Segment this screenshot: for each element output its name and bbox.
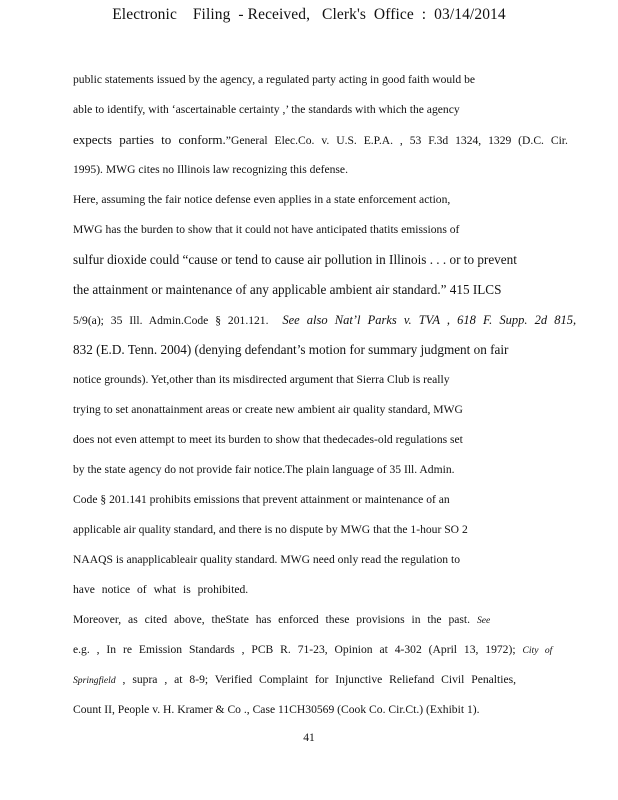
text-fragment: , supra , at 8-9; Verified Complaint for Injunctive Reliefand Civil Penalties, [122, 673, 517, 686]
text-line: 1995). MWG cites no Illinois law recognizing this defense. [73, 163, 348, 176]
text-fragment: Moreover, as cited above, theState has enforced these provisions in the past. [73, 613, 471, 626]
page-number: 41 [303, 731, 315, 744]
text-line: Here, assuming the fair notice defense even applies in a state enforcement action, [73, 193, 451, 206]
text-line: 832 (E.D. Tenn. 2004) (denying defendant’s motion for summary judgment on fair [73, 342, 509, 357]
text-line: notice grounds). Yet,other than its misdirected argument that Sierra Club is really [73, 373, 450, 386]
text-line: public statements issued by the agency, a regulated party acting in good faith would be [73, 73, 476, 86]
text-line: the attainment or maintenance of any applicable ambient air standard.” 415 ILCS [73, 282, 502, 297]
text-line: does not even attempt to meet its burden to show that thedecades-old regulations set [73, 433, 463, 446]
text-fragment: 5/9(a); 35 Ill. Admin.Code § 201.121. [73, 314, 269, 327]
text-fragment: e.g. , In re Emission Standards , PCB R. 71-23, Opinion at 4-302 (April 13, 1972); [73, 643, 516, 656]
citation-text: City of [522, 645, 553, 656]
text-line [73, 640, 553, 670]
text-line: trying to set anonattainment areas or create new ambient air quality standard, MWG [73, 403, 463, 416]
document-body [73, 70, 577, 730]
citation-text: ”General Elec.Co. v. U.S. E.P.A. , 53 F.3d 1324, 1329 (D.C. Cir. [225, 134, 568, 147]
text-line [73, 610, 539, 640]
text-line [73, 670, 539, 700]
text-line: MWG has the burden to show that it could not have anticipated thatits emissions of [73, 223, 460, 236]
citation-text: See [476, 615, 491, 626]
filing-stamp-header: Electronic Filing - Received, Clerk's Office : 03/14/2014 [112, 6, 506, 23]
text-line: able to identify, with ‘ascertainable certainty ,’ the standards with which the agency [73, 103, 460, 116]
text-line: by the state agency do not provide fair notice.The plain language of 35 Ill. Admin. [73, 463, 455, 476]
text-line: Count II, People v. H. Kramer & Co ., Case 11CH30569 (Cook Co. Cir.Ct.) (Exhibit 1). [73, 703, 480, 716]
text-line: Code § 201.141 prohibits emissions that prevent attainment or maintenance of an [73, 493, 450, 506]
text-line: have notice of what is prohibited. [73, 583, 249, 596]
text-line [73, 130, 568, 160]
text-line: applicable air quality standard, and there is no dispute by MWG that the 1-hour SO 2 [73, 523, 468, 536]
citation-text: See also Nat’l Parks v. TVA , 618 F. Supp. 2d 815, [282, 313, 577, 327]
text-line: NAAQS is anapplicableair quality standard. MWG need only read the regulation to [73, 553, 460, 566]
text-line [73, 310, 577, 340]
text-line: sulfur dioxide could “cause or tend to cause air pollution in Illinois . . . or to prevent [73, 252, 517, 267]
text-fragment: expects parties to conform. [73, 132, 226, 147]
citation-text: Springfield [73, 675, 116, 686]
